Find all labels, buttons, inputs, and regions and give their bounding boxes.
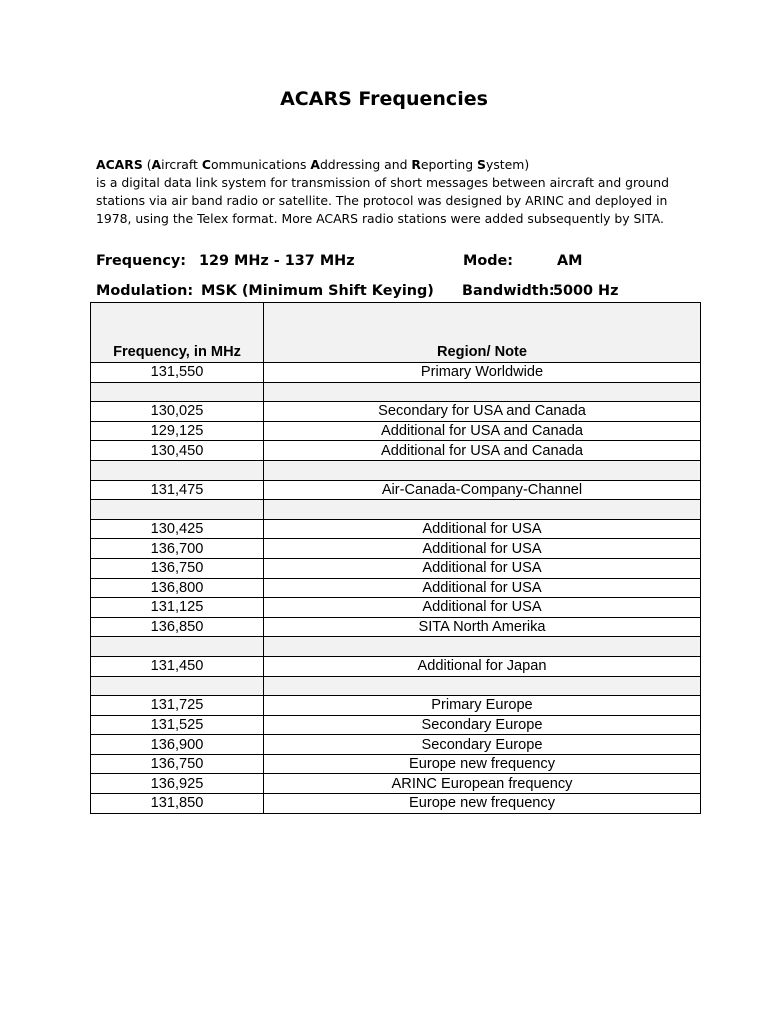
region-note-cell: Additional for USA — [264, 598, 701, 618]
frequency-cell: 136,800 — [91, 578, 264, 598]
table-row — [91, 441, 701, 461]
frequency-cell — [91, 460, 264, 480]
region-note-cell: Europe new frequency — [264, 754, 701, 774]
frequency-cell: 131,525 — [91, 715, 264, 735]
mode-value: AM — [557, 253, 583, 269]
table-row — [91, 500, 701, 520]
modulation-value: MSK (Minimum Shift Keying) — [201, 283, 434, 299]
table-row — [91, 480, 701, 500]
table-row — [91, 676, 701, 696]
expansion-initial: R — [411, 157, 421, 172]
region-note-cell — [264, 500, 701, 520]
acars-definition-line: ACARS (Aircraft Communications Addressing and Reporting System) — [96, 157, 530, 172]
expansion-part: ircraft — [161, 157, 202, 172]
table-row — [91, 637, 701, 657]
region-note-cell: Additional for USA and Canada — [264, 441, 701, 461]
table-row — [91, 715, 701, 735]
region-note-cell: Europe new frequency — [264, 794, 701, 814]
region-note-cell: Air-Canada-Company-Channel — [264, 480, 701, 500]
frequency-cell: 129,125 — [91, 421, 264, 441]
frequency-cell: 131,475 — [91, 480, 264, 500]
region-note-cell: ARINC European frequency — [264, 774, 701, 794]
intro-line: stations via air band radio or satellite. The protocol was designed by ARINC and deployed in — [96, 193, 668, 208]
frequency-cell: 136,700 — [91, 539, 264, 559]
table-row — [91, 539, 701, 559]
expansion-initial: C — [201, 157, 211, 172]
region-note-cell: Secondary for USA and Canada — [264, 402, 701, 422]
table-row — [91, 774, 701, 794]
table-row — [91, 363, 701, 383]
frequency-cell: 131,850 — [91, 794, 264, 814]
table-row — [91, 578, 701, 598]
frequency-label: Frequency: — [96, 253, 186, 269]
frequency-cell: 131,550 — [91, 363, 264, 383]
expansion-part: ommunications — [210, 157, 311, 172]
frequency-value: 129 MHz - 137 MHz — [199, 253, 355, 269]
table-row — [91, 421, 701, 441]
region-note-cell: Primary Europe — [264, 696, 701, 716]
expansion-part: ystem — [485, 157, 525, 172]
frequency-cell: 136,900 — [91, 735, 264, 755]
table-row — [91, 460, 701, 480]
frequency-cell — [91, 676, 264, 696]
frequency-cell: 131,725 — [91, 696, 264, 716]
frequency-cell: 136,925 — [91, 774, 264, 794]
region-note-cell: Secondary Europe — [264, 715, 701, 735]
region-note-cell: Additional for USA — [264, 539, 701, 559]
table-header-row — [91, 303, 701, 363]
intro-line: 1978, using the Telex format. More ACARS radio stations were added subsequently by SITA. — [96, 211, 664, 226]
header-frequency: Frequency, in MHz — [91, 303, 264, 363]
region-note-cell: Additional for USA and Canada — [264, 421, 701, 441]
table-row — [91, 696, 701, 716]
region-note-cell: Additional for USA — [264, 519, 701, 539]
modulation-label: Modulation: — [96, 283, 194, 299]
table-row — [91, 519, 701, 539]
frequency-cell — [91, 500, 264, 520]
region-note-cell: Secondary Europe — [264, 735, 701, 755]
frequency-cell: 136,750 — [91, 754, 264, 774]
region-note-cell — [264, 676, 701, 696]
region-note-cell: Primary Worldwide — [264, 363, 701, 383]
page-title: ACARS Frequencies — [280, 88, 488, 110]
expansion-part: ddressing and — [319, 157, 412, 172]
frequency-cell: 136,750 — [91, 558, 264, 578]
region-note-cell — [264, 382, 701, 402]
table-row — [91, 402, 701, 422]
header-region-note: Region/ Note — [264, 303, 701, 363]
frequency-cell: 130,425 — [91, 519, 264, 539]
frequency-cell: 130,450 — [91, 441, 264, 461]
expansion-initial: S — [477, 157, 486, 172]
table-row — [91, 656, 701, 676]
acronym: ACARS — [96, 157, 143, 172]
intro-paragraph — [96, 156, 696, 228]
table-row — [91, 617, 701, 637]
mode-label: Mode: — [463, 253, 514, 269]
frequency-cell: 131,125 — [91, 598, 264, 618]
table-row — [91, 754, 701, 774]
expansion-initial: A — [310, 157, 320, 172]
expansion-part: eporting — [420, 157, 478, 172]
frequency-cell: 130,025 — [91, 402, 264, 422]
frequency-cell: 131,450 — [91, 656, 264, 676]
expansion-initial: A — [151, 157, 162, 172]
table-row — [91, 558, 701, 578]
frequency-cell — [91, 382, 264, 402]
region-note-cell: Additional for USA — [264, 558, 701, 578]
bandwidth-value: 5000 Hz — [553, 283, 619, 299]
region-note-cell: SITA North Amerika — [264, 617, 701, 637]
table-body — [91, 363, 701, 814]
region-note-cell: Additional for USA — [264, 578, 701, 598]
table-row — [91, 735, 701, 755]
frequency-cell: 136,850 — [91, 617, 264, 637]
region-note-cell — [264, 460, 701, 480]
region-note-cell — [264, 637, 701, 657]
intro-line: is a digital data link system for transmission of short messages between aircraft and ground — [96, 175, 669, 190]
table-row — [91, 794, 701, 814]
frequency-cell — [91, 637, 264, 657]
region-note-cell: Additional for Japan — [264, 656, 701, 676]
bandwidth-label: Bandwidth: — [462, 283, 555, 299]
table-row — [91, 382, 701, 402]
table-row — [91, 598, 701, 618]
frequency-table — [90, 302, 701, 814]
